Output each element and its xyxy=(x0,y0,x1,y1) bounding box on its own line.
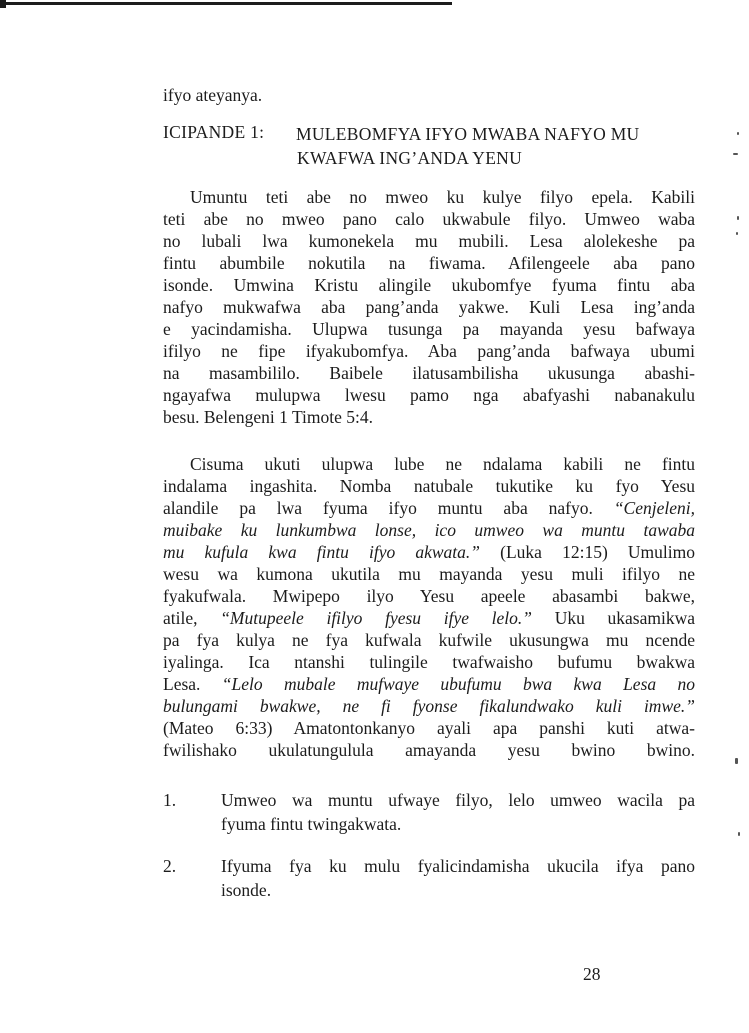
intro-line: ifyo ateyanya. xyxy=(163,85,263,105)
quote-text: mu kufula kwa fintu ifyo akwata.” xyxy=(163,542,481,562)
quote-text: “Cenjeleni, xyxy=(613,498,695,518)
list-number: 2. xyxy=(163,856,177,876)
scan-speck xyxy=(733,153,738,155)
list-item-line: Ifyuma fya ku mulu fyalicindamisha ukucila ifya pano xyxy=(221,856,695,876)
paragraph-line: iyalinga. Ica ntanshi tulingile twafwaisho bufumu bwakwa xyxy=(163,652,695,672)
section-title-line-1: MULEBOMFYA IFYO MWABA NAFYO MU xyxy=(296,124,640,144)
text-run: (Luka 12:15) Umulimo xyxy=(480,542,695,562)
paragraph-line: ngayafwa mulupwa lwesu pamo nga abafyashi nabanakulu xyxy=(163,385,695,405)
section-label: ICIPANDE 1: xyxy=(163,122,265,142)
paragraph-line: e yacindamisha. Ulupwa tusunga pa mayanda yesu bafwaya xyxy=(163,319,695,339)
quote-line: muibake ku lunkumbwa lonse, ico umweo wa muntu tawaba xyxy=(163,520,695,540)
text-run: atile, xyxy=(163,608,221,628)
quote-text: “Mutupeele ifilyo fyesu ifye lelo.” xyxy=(220,608,533,628)
top-rule-corner xyxy=(0,0,6,8)
list-item-line: fyuma fintu twingakwata. xyxy=(221,814,402,834)
paragraph-line: isonde. Umwina Kristu alingile ukubomfye fyuma fintu aba xyxy=(163,275,695,295)
scan-speck xyxy=(737,132,739,135)
text-run: alandile pa lwa fyuma ifyo muntu aba nafyo. xyxy=(163,498,614,518)
paragraph-line: indalama ingashita. Nomba natubale tukutike ku fyo Yesu xyxy=(163,476,695,496)
paragraph-line: no lubali lwa kumonekela mu mubili. Lesa alolekeshe pa xyxy=(163,231,695,251)
list-number: 1. xyxy=(163,790,177,810)
paragraph-line: fyakufwala. Mwipepo ilyo Yesu apeele abasambi bakwe, xyxy=(163,586,695,606)
paragraph-line: besu. Belengeni 1 Timote 5:4. xyxy=(163,407,373,427)
scan-speck xyxy=(738,832,740,836)
list-item-text xyxy=(221,854,695,902)
list-item-line: isonde. xyxy=(221,880,272,900)
list-item-text xyxy=(221,788,695,836)
paragraph-line: Umuntu teti abe no mweo ku kulye filyo epela. Kabili xyxy=(190,187,695,207)
paragraph-line: teti abe no mweo pano calo ukwabule filyo. Umweo waba xyxy=(163,209,695,229)
paragraph-line xyxy=(163,497,695,519)
scan-speck xyxy=(737,216,739,220)
quote-text: “Lelo mubale mufwaye ubufumu bwa kwa Lesa no xyxy=(221,674,695,694)
paragraph-line: pa fya kulya ne fya kufwala kufwile ukusungwa mu ncende xyxy=(163,630,695,650)
page-number: 28 xyxy=(583,964,601,984)
scan-speck xyxy=(735,758,738,764)
paragraph-line: ifilyo ne fipe ifyakubomfya. Aba pang’anda bafwaya ubumi xyxy=(163,341,695,361)
scan-speck xyxy=(736,232,738,235)
paragraph-line: na masambililo. Baibele ilatusambilisha ukusunga abashi- xyxy=(163,363,695,383)
list-item-line: Umweo wa muntu ufwaye filyo, lelo umweo wacila pa xyxy=(221,790,695,810)
top-rule xyxy=(0,2,452,5)
text-run: Lesa. xyxy=(163,674,222,694)
text-run: Uku ukasamikwa xyxy=(532,608,696,628)
paragraph-line: nafyo mukwafwa aba pang’anda yakwe. Kuli Lesa ing’anda xyxy=(163,297,695,317)
section-title xyxy=(296,122,640,170)
paragraph-line: (Mateo 6:33) Amatontonkanyo ayali apa panshi kuti atwa- xyxy=(163,718,695,738)
section-title-line-2: KWAFWA ING’ANDA YENU xyxy=(297,148,523,168)
paragraph-line xyxy=(163,541,695,563)
paragraph-line xyxy=(163,673,695,695)
paragraph-line xyxy=(163,607,695,629)
paragraph-line: fintu abumbile nokutila na fiwama. Afilengeele aba pano xyxy=(163,253,695,273)
paragraph-line: wesu wa kumona ukutila mu mayanda yesu muli ifilyo ne xyxy=(163,564,695,584)
paragraph-line: Cisuma ukuti ulupwa lube ne ndalama kabili ne fintu xyxy=(190,454,695,474)
paragraph-line: fwilishako ukulatungulula amayanda yesu bwino bwino. xyxy=(163,740,695,760)
quote-line: bulungami bwakwe, ne fi fyonse fikalundwako kuli imwe.” xyxy=(163,696,695,716)
